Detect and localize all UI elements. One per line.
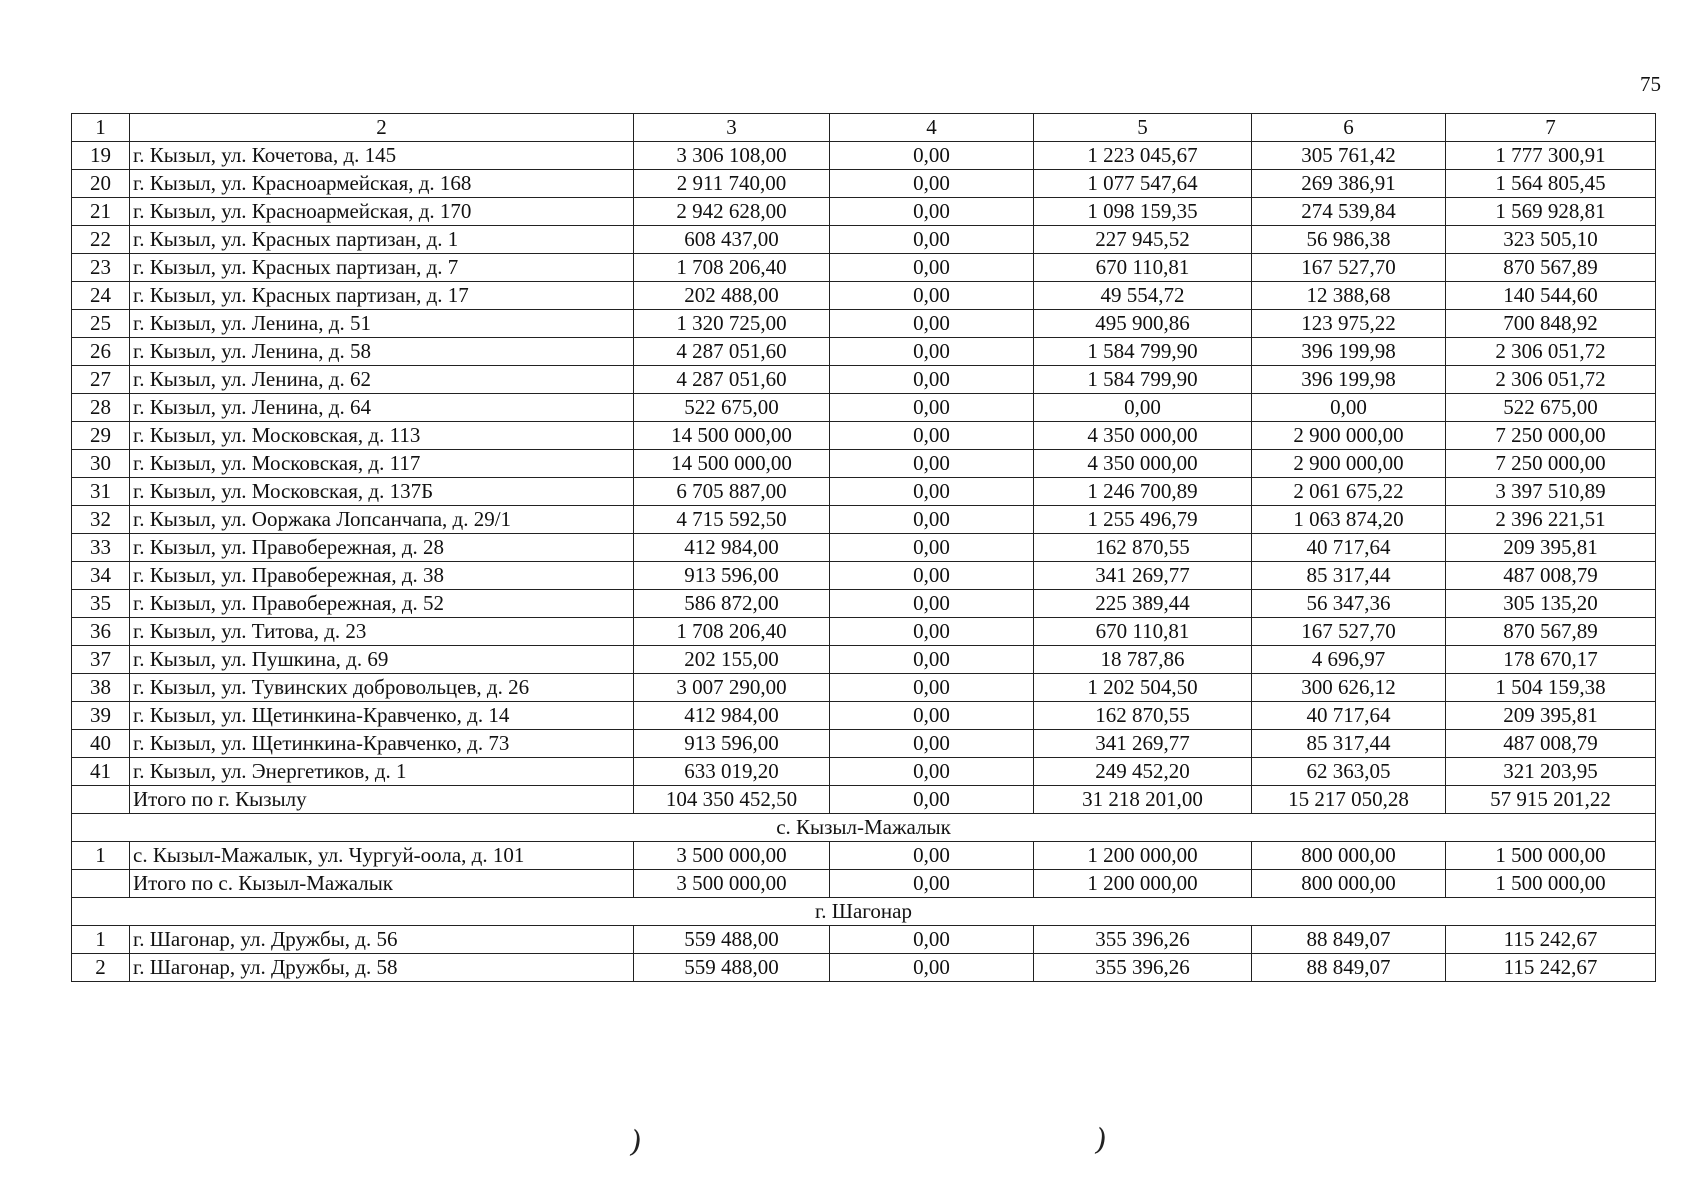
value-col-5: 670 110,81 (1034, 254, 1252, 282)
value-col-5: 162 870,55 (1034, 702, 1252, 730)
table-row (72, 618, 1656, 646)
value-col-7: 323 505,10 (1446, 226, 1656, 254)
value-col-7: 3 397 510,89 (1446, 478, 1656, 506)
table-row (72, 142, 1656, 170)
row-number: 21 (72, 198, 130, 226)
value-col-6: 800 000,00 (1252, 870, 1446, 898)
value-col-4: 0,00 (830, 282, 1034, 310)
value-col-4: 0,00 (830, 534, 1034, 562)
column-number: 3 (634, 114, 830, 142)
value-col-4: 0,00 (830, 422, 1034, 450)
row-number: 28 (72, 394, 130, 422)
value-col-5: 1 200 000,00 (1034, 870, 1252, 898)
address-cell: г. Кызыл, ул. Кочетова, д. 145 (130, 142, 634, 170)
row-number: 23 (72, 254, 130, 282)
row-number: 33 (72, 534, 130, 562)
value-col-3: 559 488,00 (634, 926, 830, 954)
address-cell: с. Кызыл-Мажалык, ул. Чургуй-оола, д. 101 (130, 842, 634, 870)
column-number: 4 (830, 114, 1034, 142)
value-col-3: 14 500 000,00 (634, 422, 830, 450)
value-col-4: 0,00 (830, 870, 1034, 898)
value-col-3: 4 287 051,60 (634, 366, 830, 394)
value-col-7: 1 500 000,00 (1446, 870, 1656, 898)
address-cell: г. Кызыл, ул. Московская, д. 113 (130, 422, 634, 450)
row-number: 22 (72, 226, 130, 254)
address-cell: г. Кызыл, ул. Тувинских добровольцев, д. 26 (130, 674, 634, 702)
table-row (72, 394, 1656, 422)
address-cell: г. Кызыл, ул. Пушкина, д. 69 (130, 646, 634, 674)
value-col-5: 495 900,86 (1034, 310, 1252, 338)
value-col-5: 1 584 799,90 (1034, 338, 1252, 366)
table-row (72, 198, 1656, 226)
table-row (72, 842, 1656, 870)
address-cell: г. Кызыл, ул. Красных партизан, д. 17 (130, 282, 634, 310)
table-row (72, 254, 1656, 282)
value-col-3: 3 500 000,00 (634, 870, 830, 898)
value-col-6: 56 347,36 (1252, 590, 1446, 618)
value-col-6: 2 900 000,00 (1252, 422, 1446, 450)
value-col-5: 249 452,20 (1034, 758, 1252, 786)
table-row (72, 170, 1656, 198)
value-col-7: 1 504 159,38 (1446, 674, 1656, 702)
value-col-6: 62 363,05 (1252, 758, 1446, 786)
value-col-6: 167 527,70 (1252, 254, 1446, 282)
value-col-3: 1 708 206,40 (634, 254, 830, 282)
address-cell: г. Кызыл, ул. Ооржака Лопсанчапа, д. 29/1 (130, 506, 634, 534)
address-cell: г. Шагонар, ул. Дружбы, д. 58 (130, 954, 634, 982)
value-col-4: 0,00 (830, 366, 1034, 394)
value-col-7: 2 396 221,51 (1446, 506, 1656, 534)
value-col-7: 522 675,00 (1446, 394, 1656, 422)
section-row (72, 898, 1656, 926)
value-col-6: 2 900 000,00 (1252, 450, 1446, 478)
value-col-3: 412 984,00 (634, 534, 830, 562)
table-body (72, 114, 1656, 982)
value-col-3: 202 155,00 (634, 646, 830, 674)
value-col-6: 88 849,07 (1252, 926, 1446, 954)
address-cell: Итого по г. Кызылу (130, 786, 634, 814)
value-col-6: 167 527,70 (1252, 618, 1446, 646)
address-cell: г. Кызыл, ул. Ленина, д. 51 (130, 310, 634, 338)
value-col-4: 0,00 (830, 786, 1034, 814)
value-col-3: 608 437,00 (634, 226, 830, 254)
value-col-3: 202 488,00 (634, 282, 830, 310)
section-row (72, 814, 1656, 842)
value-col-4: 0,00 (830, 758, 1034, 786)
value-col-6: 88 849,07 (1252, 954, 1446, 982)
value-col-3: 14 500 000,00 (634, 450, 830, 478)
address-cell: г. Кызыл, ул. Московская, д. 137Б (130, 478, 634, 506)
table-row (72, 450, 1656, 478)
value-col-7: 115 242,67 (1446, 954, 1656, 982)
address-cell: г. Кызыл, ул. Красных партизан, д. 1 (130, 226, 634, 254)
row-number: 34 (72, 562, 130, 590)
value-col-6: 56 986,38 (1252, 226, 1446, 254)
value-col-5: 1 202 504,50 (1034, 674, 1252, 702)
value-col-5: 1 223 045,67 (1034, 142, 1252, 170)
value-col-5: 1 077 547,64 (1034, 170, 1252, 198)
value-col-6: 396 199,98 (1252, 338, 1446, 366)
value-col-7: 209 395,81 (1446, 534, 1656, 562)
value-col-3: 1 320 725,00 (634, 310, 830, 338)
value-col-7: 209 395,81 (1446, 702, 1656, 730)
value-col-6: 123 975,22 (1252, 310, 1446, 338)
value-col-6: 300 626,12 (1252, 674, 1446, 702)
value-col-6: 4 696,97 (1252, 646, 1446, 674)
table-row (72, 758, 1656, 786)
value-col-7: 321 203,95 (1446, 758, 1656, 786)
value-col-6: 800 000,00 (1252, 842, 1446, 870)
row-number: 32 (72, 506, 130, 534)
row-number: 35 (72, 590, 130, 618)
value-col-6: 12 388,68 (1252, 282, 1446, 310)
value-col-5: 1 246 700,89 (1034, 478, 1252, 506)
row-number (72, 870, 130, 898)
table-row (72, 562, 1656, 590)
column-number-row (72, 114, 1656, 142)
value-col-3: 412 984,00 (634, 702, 830, 730)
value-col-5: 355 396,26 (1034, 954, 1252, 982)
value-col-7: 1 500 000,00 (1446, 842, 1656, 870)
address-cell: г. Кызыл, ул. Титова, д. 23 (130, 618, 634, 646)
row-number: 30 (72, 450, 130, 478)
table-row (72, 954, 1656, 982)
value-col-4: 0,00 (830, 198, 1034, 226)
section-title: г. Шагонар (72, 898, 1656, 926)
value-col-7: 700 848,92 (1446, 310, 1656, 338)
value-col-4: 0,00 (830, 590, 1034, 618)
value-col-4: 0,00 (830, 702, 1034, 730)
value-col-3: 6 705 887,00 (634, 478, 830, 506)
value-col-3: 3 306 108,00 (634, 142, 830, 170)
column-number: 7 (1446, 114, 1656, 142)
value-col-4: 0,00 (830, 450, 1034, 478)
value-col-7: 115 242,67 (1446, 926, 1656, 954)
row-number: 36 (72, 618, 130, 646)
address-cell: Итого по с. Кызыл-Мажалык (130, 870, 634, 898)
address-cell: г. Кызыл, ул. Красных партизан, д. 7 (130, 254, 634, 282)
value-col-4: 0,00 (830, 506, 1034, 534)
row-number: 1 (72, 842, 130, 870)
column-number: 2 (130, 114, 634, 142)
address-cell: г. Кызыл, ул. Щетинкина-Кравченко, д. 14 (130, 702, 634, 730)
value-col-4: 0,00 (830, 674, 1034, 702)
value-col-5: 1 098 159,35 (1034, 198, 1252, 226)
row-number: 39 (72, 702, 130, 730)
value-col-5: 1 200 000,00 (1034, 842, 1252, 870)
value-col-5: 0,00 (1034, 394, 1252, 422)
address-cell: г. Кызыл, ул. Правобережная, д. 28 (130, 534, 634, 562)
value-col-7: 7 250 000,00 (1446, 450, 1656, 478)
value-col-7: 487 008,79 (1446, 562, 1656, 590)
value-col-7: 870 567,89 (1446, 618, 1656, 646)
row-number: 25 (72, 310, 130, 338)
table-row (72, 338, 1656, 366)
value-col-7: 870 567,89 (1446, 254, 1656, 282)
value-col-4: 0,00 (830, 170, 1034, 198)
table-row (72, 674, 1656, 702)
row-number (72, 786, 130, 814)
data-table (71, 113, 1656, 982)
column-number: 1 (72, 114, 130, 142)
value-col-3: 2 911 740,00 (634, 170, 830, 198)
value-col-4: 0,00 (830, 618, 1034, 646)
value-col-7: 178 670,17 (1446, 646, 1656, 674)
value-col-6: 305 761,42 (1252, 142, 1446, 170)
table-row (72, 646, 1656, 674)
row-number: 40 (72, 730, 130, 758)
value-col-4: 0,00 (830, 954, 1034, 982)
value-col-4: 0,00 (830, 926, 1034, 954)
value-col-6: 1 063 874,20 (1252, 506, 1446, 534)
value-col-3: 104 350 452,50 (634, 786, 830, 814)
address-cell: г. Кызыл, ул. Ленина, д. 58 (130, 338, 634, 366)
row-number: 1 (72, 926, 130, 954)
value-col-6: 396 199,98 (1252, 366, 1446, 394)
row-number: 27 (72, 366, 130, 394)
value-col-5: 18 787,86 (1034, 646, 1252, 674)
value-col-7: 140 544,60 (1446, 282, 1656, 310)
value-col-7: 1 569 928,81 (1446, 198, 1656, 226)
value-col-5: 162 870,55 (1034, 534, 1252, 562)
address-cell: г. Кызыл, ул. Московская, д. 117 (130, 450, 634, 478)
value-col-7: 487 008,79 (1446, 730, 1656, 758)
value-col-7: 2 306 051,72 (1446, 366, 1656, 394)
row-number: 38 (72, 674, 130, 702)
address-cell: г. Шагонар, ул. Дружбы, д. 56 (130, 926, 634, 954)
value-col-3: 913 596,00 (634, 730, 830, 758)
address-cell: г. Кызыл, ул. Правобережная, д. 38 (130, 562, 634, 590)
value-col-5: 341 269,77 (1034, 562, 1252, 590)
value-col-7: 1 564 805,45 (1446, 170, 1656, 198)
value-col-7: 57 915 201,22 (1446, 786, 1656, 814)
address-cell: г. Кызыл, ул. Энергетиков, д. 1 (130, 758, 634, 786)
table-row (72, 310, 1656, 338)
row-number: 37 (72, 646, 130, 674)
value-col-5: 31 218 201,00 (1034, 786, 1252, 814)
table-row (72, 226, 1656, 254)
value-col-5: 227 945,52 (1034, 226, 1252, 254)
value-col-5: 670 110,81 (1034, 618, 1252, 646)
table-row (72, 590, 1656, 618)
row-number: 20 (72, 170, 130, 198)
value-col-3: 3 007 290,00 (634, 674, 830, 702)
value-col-3: 913 596,00 (634, 562, 830, 590)
value-col-3: 3 500 000,00 (634, 842, 830, 870)
value-col-6: 0,00 (1252, 394, 1446, 422)
value-col-6: 40 717,64 (1252, 702, 1446, 730)
value-col-5: 1 255 496,79 (1034, 506, 1252, 534)
value-col-7: 2 306 051,72 (1446, 338, 1656, 366)
table-row (72, 506, 1656, 534)
pen-mark: ) (1092, 1122, 1110, 1159)
value-col-5: 49 554,72 (1034, 282, 1252, 310)
table-row (72, 730, 1656, 758)
value-col-6: 40 717,64 (1252, 534, 1446, 562)
value-col-6: 274 539,84 (1252, 198, 1446, 226)
value-col-7: 1 777 300,91 (1446, 142, 1656, 170)
address-cell: г. Кызыл, ул. Ленина, д. 62 (130, 366, 634, 394)
table-row (72, 926, 1656, 954)
address-cell: г. Кызыл, ул. Щетинкина-Кравченко, д. 73 (130, 730, 634, 758)
page-number: 75 (1640, 72, 1661, 96)
value-col-3: 4 287 051,60 (634, 338, 830, 366)
value-col-4: 0,00 (830, 142, 1034, 170)
row-number: 26 (72, 338, 130, 366)
address-cell: г. Кызыл, ул. Правобережная, д. 52 (130, 590, 634, 618)
value-col-6: 2 061 675,22 (1252, 478, 1446, 506)
total-row (72, 786, 1656, 814)
value-col-3: 559 488,00 (634, 954, 830, 982)
value-col-3: 4 715 592,50 (634, 506, 830, 534)
row-number: 29 (72, 422, 130, 450)
row-number: 19 (72, 142, 130, 170)
table-row (72, 478, 1656, 506)
value-col-7: 7 250 000,00 (1446, 422, 1656, 450)
value-col-6: 85 317,44 (1252, 730, 1446, 758)
column-number: 5 (1034, 114, 1252, 142)
column-number: 6 (1252, 114, 1446, 142)
address-cell: г. Кызыл, ул. Красноармейская, д. 168 (130, 170, 634, 198)
value-col-5: 1 584 799,90 (1034, 366, 1252, 394)
value-col-3: 522 675,00 (634, 394, 830, 422)
address-cell: г. Кызыл, ул. Красноармейская, д. 170 (130, 198, 634, 226)
pen-mark: ) (627, 1124, 645, 1161)
table-row (72, 702, 1656, 730)
row-number: 24 (72, 282, 130, 310)
value-col-5: 4 350 000,00 (1034, 450, 1252, 478)
value-col-4: 0,00 (830, 254, 1034, 282)
value-col-5: 341 269,77 (1034, 730, 1252, 758)
address-cell: г. Кызыл, ул. Ленина, д. 64 (130, 394, 634, 422)
value-col-4: 0,00 (830, 394, 1034, 422)
value-col-4: 0,00 (830, 646, 1034, 674)
section-title: с. Кызыл-Мажалык (72, 814, 1656, 842)
value-col-4: 0,00 (830, 310, 1034, 338)
value-col-4: 0,00 (830, 562, 1034, 590)
value-col-3: 1 708 206,40 (634, 618, 830, 646)
row-number: 2 (72, 954, 130, 982)
total-row (72, 870, 1656, 898)
value-col-3: 633 019,20 (634, 758, 830, 786)
value-col-4: 0,00 (830, 478, 1034, 506)
value-col-5: 225 389,44 (1034, 590, 1252, 618)
value-col-4: 0,00 (830, 842, 1034, 870)
table-row (72, 366, 1656, 394)
value-col-7: 305 135,20 (1446, 590, 1656, 618)
value-col-6: 15 217 050,28 (1252, 786, 1446, 814)
value-col-6: 85 317,44 (1252, 562, 1446, 590)
table-row (72, 422, 1656, 450)
value-col-6: 269 386,91 (1252, 170, 1446, 198)
table-row (72, 282, 1656, 310)
row-number: 41 (72, 758, 130, 786)
value-col-4: 0,00 (830, 730, 1034, 758)
value-col-5: 4 350 000,00 (1034, 422, 1252, 450)
value-col-3: 2 942 628,00 (634, 198, 830, 226)
value-col-4: 0,00 (830, 338, 1034, 366)
value-col-5: 355 396,26 (1034, 926, 1252, 954)
row-number: 31 (72, 478, 130, 506)
value-col-3: 586 872,00 (634, 590, 830, 618)
value-col-4: 0,00 (830, 226, 1034, 254)
table-row (72, 534, 1656, 562)
